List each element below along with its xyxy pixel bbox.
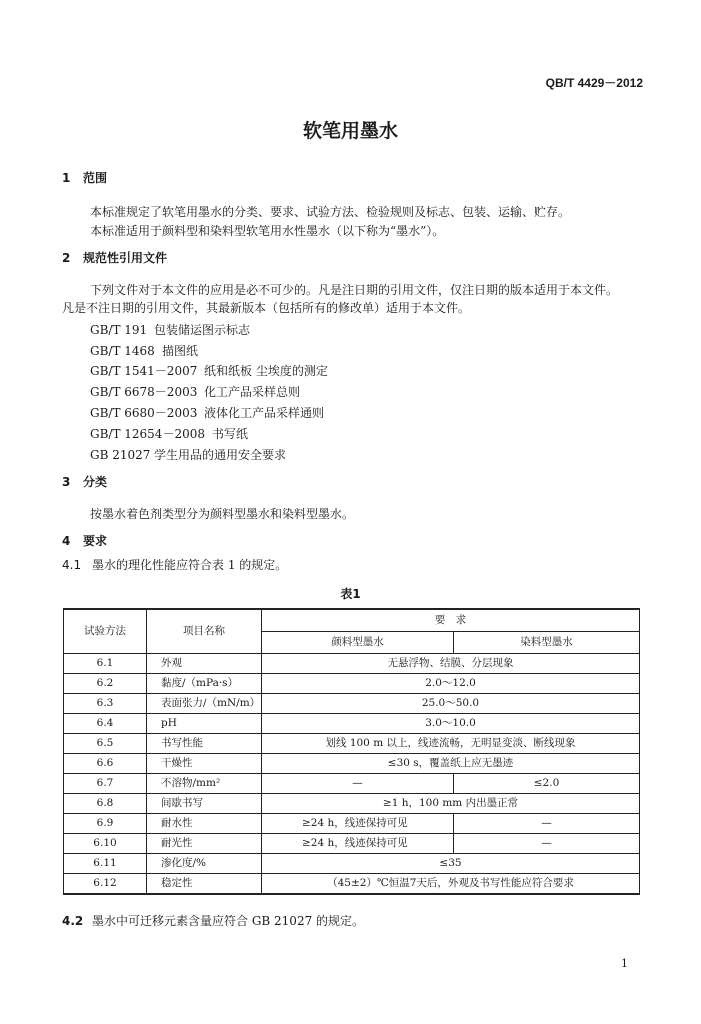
reference-item [90,383,300,400]
cell-requirement: ≤35 [262,854,640,874]
section-title: 分类 [83,475,108,489]
header-pigment-ink: 颜料型墨水 [262,632,454,654]
section-1-heading [62,169,107,186]
reference-title: 书写纸 [212,427,249,441]
requirements-table [63,608,640,895]
clause-text: 墨水的理化性能应符合表 1 的规定。 [92,558,288,572]
cell-requirement: 无悬浮物、结膜、分层现象 [262,654,640,674]
section-number: 1 [62,171,71,185]
reference-title: 描图纸 [162,344,199,358]
clause-number: 4.1 [62,558,82,572]
header-item-name: 项目名称 [147,609,262,654]
cell-item: 书写性能 [147,734,262,754]
header-dye-ink: 染料型墨水 [454,632,640,654]
table-row [64,654,640,674]
reference-item [90,342,198,359]
document-title: 软笔用墨水 [302,120,398,142]
section-2-paragraph-line-2: 凡是不注日期的引用文件，其最新版本（包括所有的修改单）适用于本文件。 [62,301,471,315]
cell-method: 6.4 [64,714,147,734]
cell-method: 6.10 [64,834,147,854]
reference-title: 纸和纸板 尘埃度的测定 [204,364,328,378]
header-requirement: 要 求 [262,609,640,632]
cell-requirement: ≤30 s，覆盖纸上应无墨迹 [262,754,640,774]
table-row [64,694,640,714]
table-row [64,674,640,694]
section-number: 2 [62,251,71,265]
cell-pigment: ≥24 h，线迹保持可见 [262,834,454,854]
cell-method: 6.12 [64,874,147,895]
section-3-paragraph: 按墨水着色剂类型分为颜料型墨水和染料型墨水。 [90,507,355,521]
reference-item [90,321,250,338]
reference-code: GB/T 6680－2003 [90,406,198,420]
cell-item: 渗化度/% [147,854,262,874]
cell-requirement: 2.0～12.0 [262,674,640,694]
cell-item: pH [147,714,262,734]
cell-method: 6.6 [64,754,147,774]
cell-item: 不溶物/mm² [147,774,262,794]
section-2-paragraph-line-1: 下列文件对于本文件的应用是必不可少的。凡是注日期的引用文件，仅注日期的版本适用于本文件。 [90,283,619,297]
cell-requirement: （45±2）℃恒温7天后，外观及书写性能应符合要求 [262,874,640,895]
table-row [64,874,640,895]
section-title: 范围 [83,171,108,185]
cell-item: 间歇书写 [147,794,262,814]
section-2-heading [62,249,167,266]
header-test-method: 试验方法 [64,609,147,654]
table-caption: 表1 [340,587,361,601]
reference-title: 化工产品采样总则 [204,385,301,399]
clause-number: 4.2 [62,914,84,928]
cell-method: 6.7 [64,774,147,794]
cell-item: 黏度/（mPa·s） [147,674,262,694]
table-row [64,834,640,854]
cell-item: 耐水性 [147,814,262,834]
cell-dye: — [454,834,640,854]
cell-requirement: 25.0～50.0 [262,694,640,714]
reference-item [90,425,248,442]
clause-text: 墨水中可迁移元素含量应符合 GB 21027 的规定。 [92,914,365,928]
cell-dye: — [454,814,640,834]
clause-4-2 [62,912,364,929]
reference-code: GB/T 1541－2007 [90,364,198,378]
cell-method: 6.3 [64,694,147,714]
table-row [64,814,640,834]
cell-item: 稳定性 [147,874,262,895]
table-row [64,714,640,734]
reference-code: GB 21027 [90,448,151,462]
cell-pigment: ≥24 h，线迹保持可见 [262,814,454,834]
cell-item: 外观 [147,654,262,674]
reference-code: GB/T 191 [90,323,148,337]
section-title: 规范性引用文件 [83,251,168,265]
reference-code: GB/T 6678－2003 [90,385,198,399]
cell-method: 6.5 [64,734,147,754]
standard-code: QB/T 4429－2012 [545,76,643,90]
table-row [64,854,640,874]
reference-title: 包装储运图示标志 [154,323,251,337]
reference-title: 液体化工产品采样通则 [204,406,325,420]
cell-pigment: — [262,774,454,794]
cell-method: 6.9 [64,814,147,834]
section-number: 3 [62,475,71,489]
cell-requirement: 划线 100 m 以上，线迹流畅，无明显变淡、断线现象 [262,734,640,754]
reference-title: 学生用品的通用安全要求 [154,448,287,462]
page-number: 1 [621,957,628,970]
reference-item [90,362,328,379]
section-title: 要求 [83,534,108,548]
section-1-paragraph-2: 本标准适用于颜料型和染料型软笔用水性墨水（以下称为“墨水”）。 [90,224,445,238]
cell-dye: ≤2.0 [454,774,640,794]
cell-requirement: 3.0～10.0 [262,714,640,734]
cell-method: 6.8 [64,794,147,814]
reference-code: GB/T 1468 [90,344,155,358]
cell-item: 耐光性 [147,834,262,854]
cell-method: 6.11 [64,854,147,874]
cell-method: 6.1 [64,654,147,674]
table-row [64,754,640,774]
section-4-heading [62,532,107,549]
cell-method: 6.2 [64,674,147,694]
section-3-heading [62,473,107,490]
section-number: 4 [62,534,71,548]
table-row [64,734,640,754]
reference-item [90,446,286,463]
reference-item [90,404,324,421]
cell-item: 干燥性 [147,754,262,774]
table-row [64,774,640,794]
section-1-paragraph-1: 本标准规定了软笔用墨水的分类、要求、试验方法、检验规则及标志、包装、运输、贮存。 [90,205,571,219]
cell-item: 表面张力/（mN/m） [147,694,262,714]
table-row [64,794,640,814]
cell-requirement: ≥1 h，100 mm 内出墨正常 [262,794,640,814]
clause-4-1 [62,556,287,573]
reference-code: GB/T 12654－2008 [90,427,205,441]
